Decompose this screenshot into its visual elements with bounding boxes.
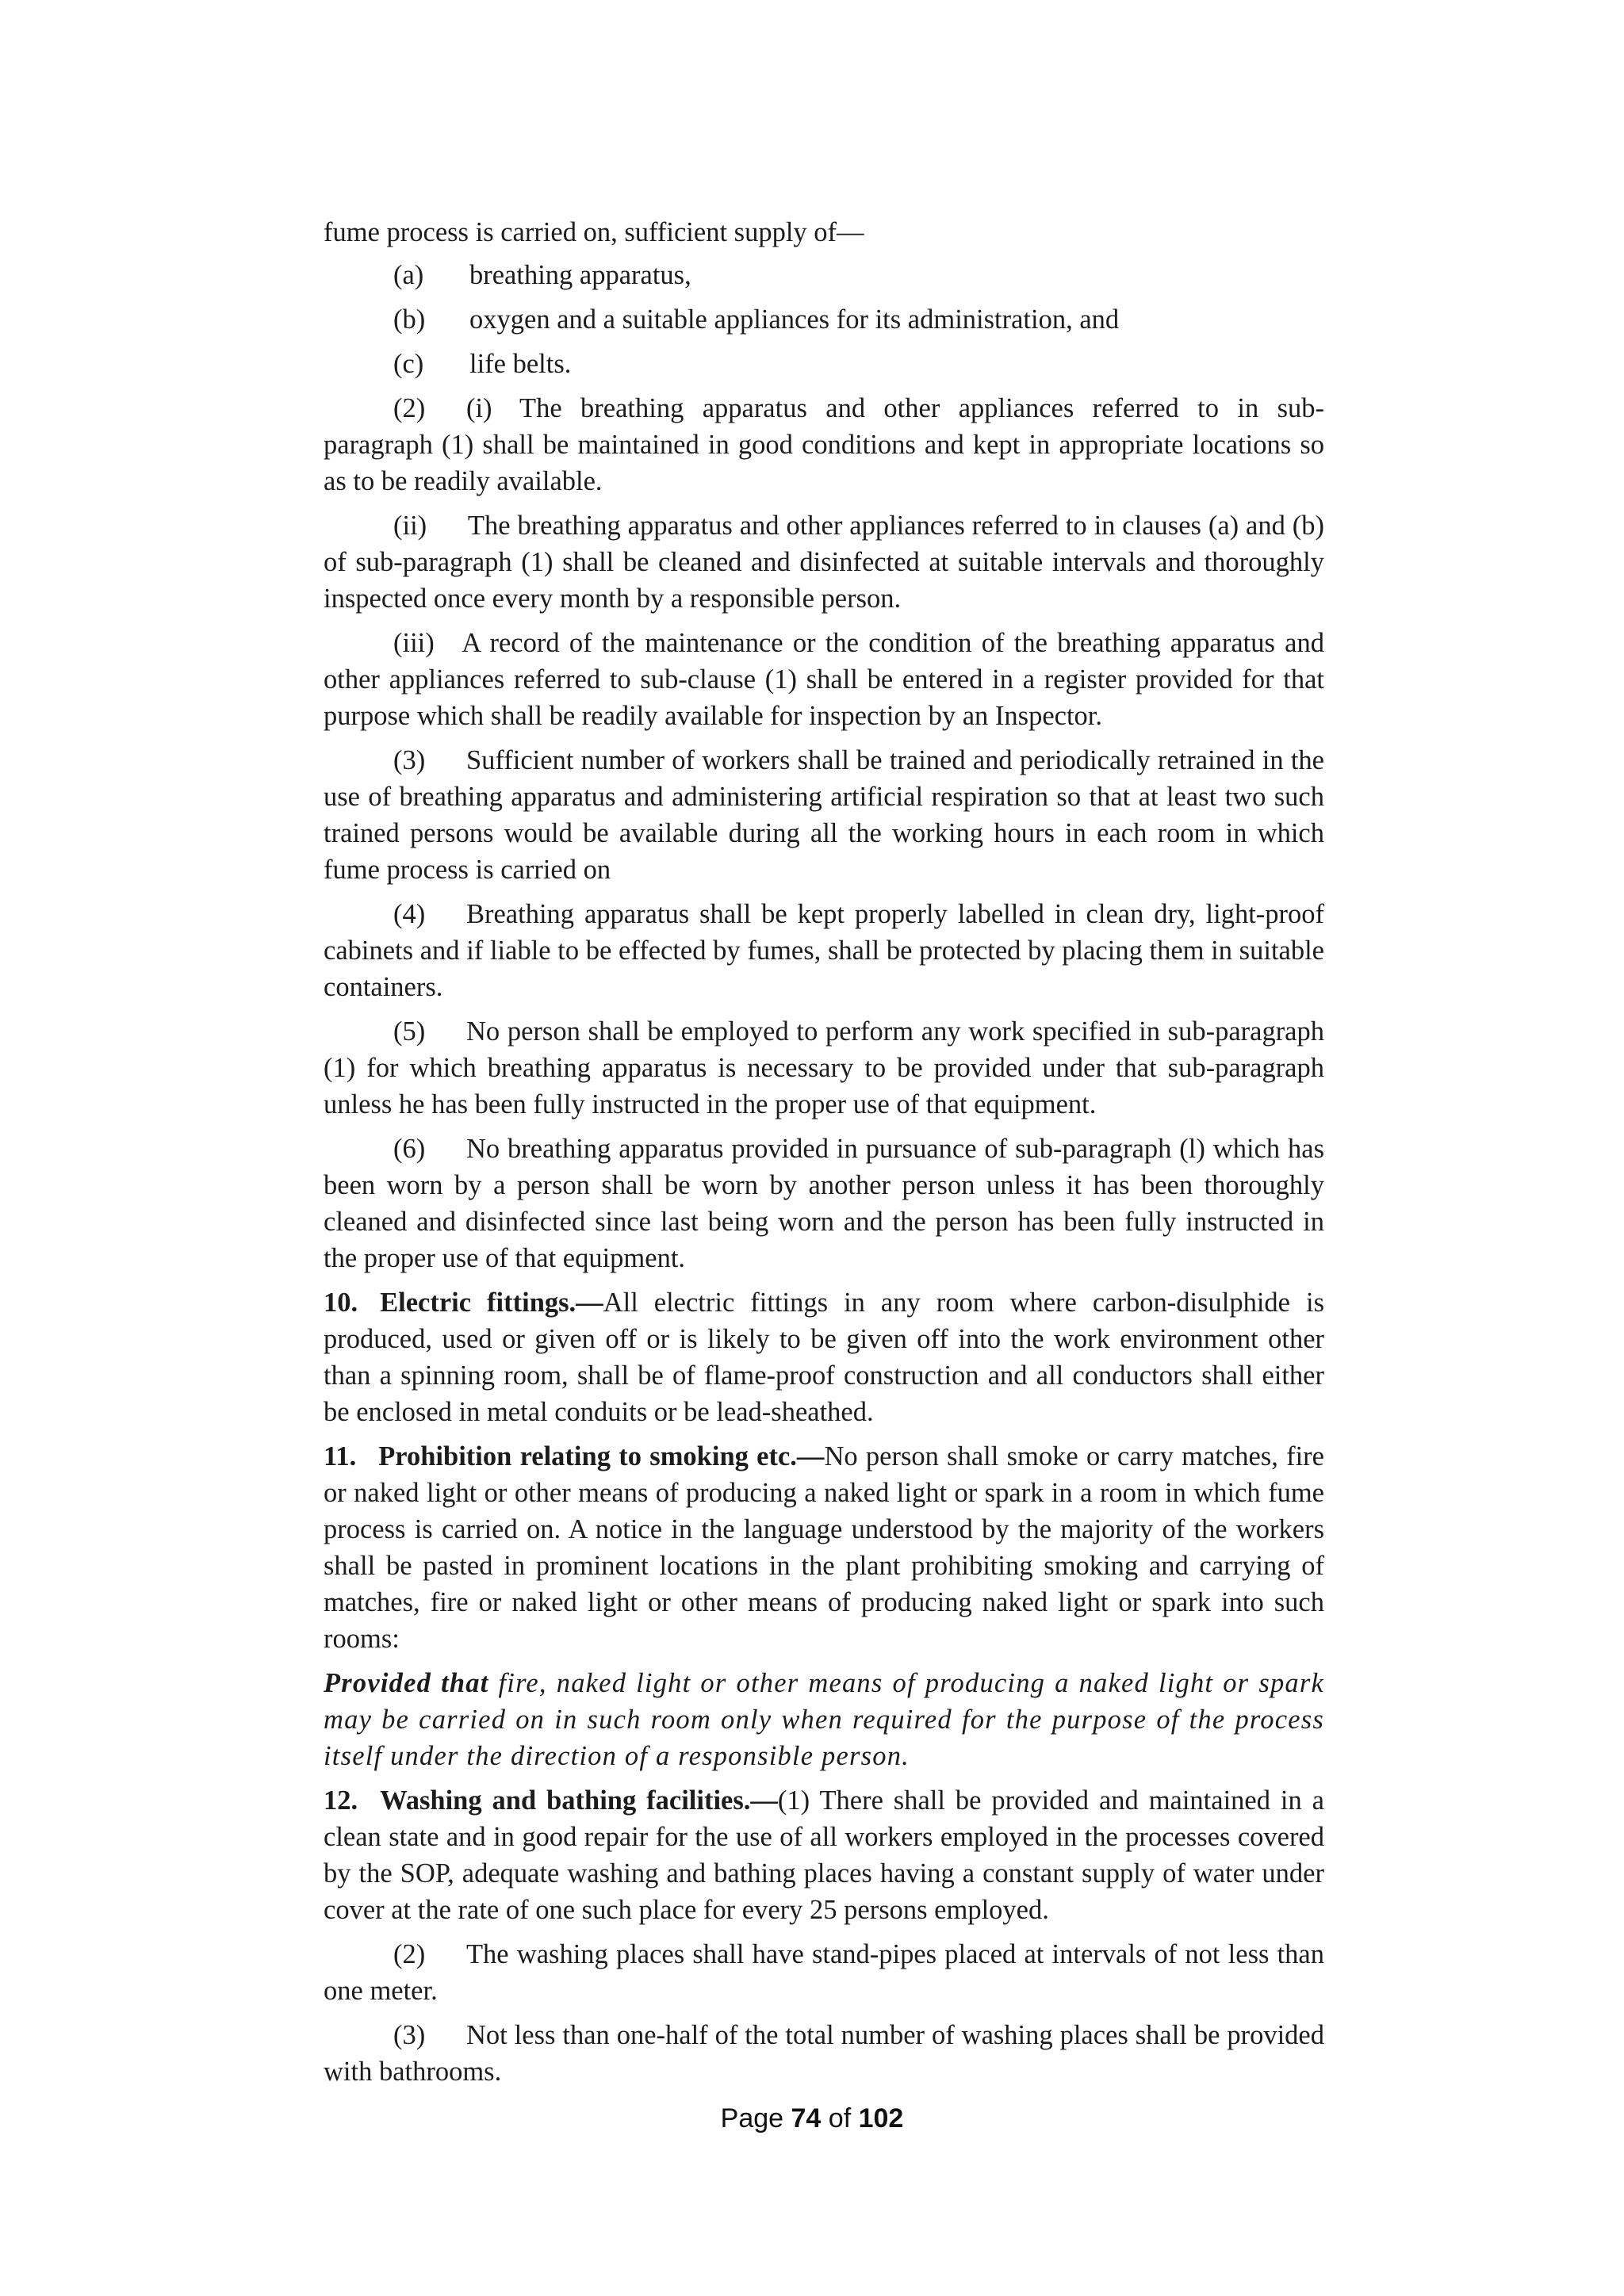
paragraph-5: (5) No person shall be employed to perform any work specified in sub-paragraph (1) for which breathing apparatus is necessary to be provided under that sub-paragraph unless he has been fully instructed in the proper use of that equipment. — [324, 1016, 1324, 1119]
section-number: 10. — [324, 1288, 358, 1318]
section-number: 12. — [324, 1785, 358, 1816]
paragraph-2-ii: (ii) The breathing apparatus and other appliances referred to in clauses (a) and (b) of sub-paragraph (1) shall be cleaned and disinfected at suitable intervals and thoroughly inspected once every month by a responsible person. — [324, 511, 1324, 614]
paragraph-6: (6) No breathing apparatus provided in pursuance of sub-paragraph (l) which has been worn by a person shall be worn by another person unless it has been thoroughly cleaned and disinfected since last being worn and the person has been fully instructed in the proper use of that equipment. — [324, 1134, 1324, 1273]
list-item — [324, 257, 1324, 293]
list-text: life belts. — [469, 349, 572, 379]
section-text: No person shall smoke or carry matches, fire or naked light or other means of producing a naked light or spark in a room in which fume process is carried on. A notice in the language understood by the majority of the workers shall be pasted in prominent locations in the plant prohibiting smoking and carrying of matches, fire or naked light or other means of producing naked light or spark into such rooms: — [324, 1441, 1324, 1654]
list-label: (a) — [393, 260, 424, 290]
section-12-3: (3) Not less than one-half of the total number of washing places shall be provided with bathrooms. — [324, 2020, 1324, 2087]
section-11 — [324, 1438, 1324, 1657]
page-total: 102 — [858, 2103, 904, 2133]
list-text: breathing apparatus, — [469, 260, 691, 290]
section-12-2: (2) The washing places shall have stand-pipes placed at intervals of not less than one meter. — [324, 1939, 1324, 2006]
list-item — [324, 346, 1324, 382]
section-10 — [324, 1284, 1324, 1430]
page-number — [0, 2103, 1624, 2134]
paragraph-3: (3) Sufficient number of workers shall be trained and periodically retrained in the use of breathing apparatus and administering artificial respiration so that at least two such trained persons would be available during all the working hours in each room in which fume process is carried on — [324, 745, 1324, 885]
section-heading: Prohibition relating to smoking etc.— — [378, 1441, 825, 1471]
proviso-text: fire, naked light or other means of producing a naked light or spark may be carried on in such room only when required for the purpose of the process itself under the direction of a responsible person. — [324, 1668, 1324, 1771]
paragraph-4: (4) Breathing apparatus shall be kept properly labelled in clean dry, light-proof cabinets and if liable to be effected by fumes, shall be protected by placing them in suitable containers. — [324, 899, 1324, 1002]
list-label: (b) — [393, 304, 426, 335]
paragraph-2-i: (2) (i) The breathing apparatus and other appliances referred to in sub-paragraph (1) shall be maintained in good conditions and kept in appropriate locations so as to be readily available. — [324, 393, 1324, 496]
list-text: oxygen and a suitable appliances for its administration, and — [469, 304, 1120, 335]
section-text: All electric fittings in any room where carbon-disulphide is produced, used or given off or is likely to be given off into the work environment other than a spinning room, shall be of flame-proof construction and all conductors shall either be enclosed in metal conduits or be lead-sheathed. — [324, 1288, 1324, 1427]
page-of: of — [821, 2103, 859, 2133]
page-current: 74 — [791, 2103, 822, 2133]
page-prefix: Page — [720, 2103, 791, 2133]
list-label: (c) — [393, 349, 424, 379]
section-text: (1) There shall be provided and maintained in a clean state and in good repair for the use of all workers employed in the processes covered by the SOP, adequate washing and bathing places having a constant supply of water under cover at the rate of one such place for every 25 persons employed. — [324, 1785, 1324, 1925]
document-body — [324, 214, 1324, 2098]
paragraph-2-iii: (iii) A record of the maintenance or the condition of the breathing apparatus and other appliances referred to sub-clause (1) shall be entered in a register provided for that purpose which shall be readily available for inspection by an Inspector. — [324, 628, 1324, 731]
section-heading: Washing and bathing facilities.— — [380, 1785, 778, 1816]
proviso-lead: Provided that — [324, 1668, 489, 1698]
section-heading: Electric fittings.— — [380, 1288, 603, 1318]
section-12 — [324, 1782, 1324, 1928]
intro-text: fume process is carried on, sufficient supply of— — [324, 217, 864, 247]
section-number: 11. — [324, 1441, 357, 1471]
list-item — [324, 301, 1324, 338]
proviso — [324, 1665, 1324, 1774]
